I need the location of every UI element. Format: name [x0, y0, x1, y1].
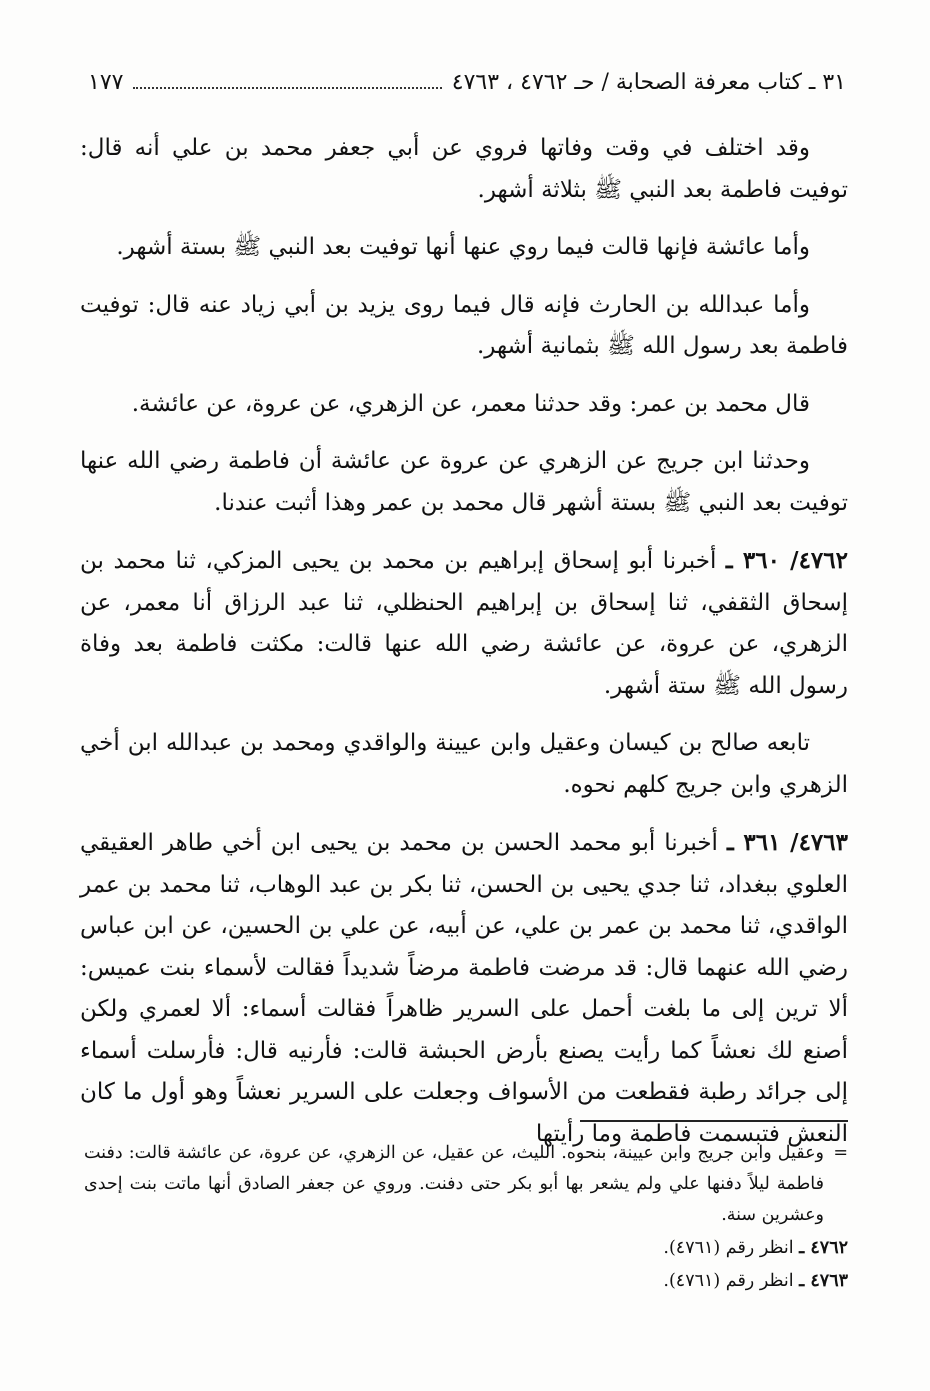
footnote-4762: [84, 1233, 848, 1264]
paragraph-5: وحدثنا ابن جريج عن الزهري عن عروة عن عائشة أن فاطمة رضي الله عنها توفيت بعد النبي ﷺ بستة أشهر قال محمد بن عمر وهذا أثبت عندنا.: [80, 448, 848, 516]
hadith-4762: [80, 540, 848, 707]
footnote-4763-number: ٤٧٦٣ ـ: [799, 1271, 848, 1291]
footnotes: [84, 1138, 848, 1299]
paragraph-1: وقد اختلف في وقت وفاتها فروي عن أبي جعفر محمد بن علي أنه قال: توفيت فاطمة بعد النبي ﷺ بثلاثة أشهر.: [80, 135, 848, 203]
follow-paragraph: تابعه صالح بن كيسان وعقيل وابن عيينة والواقدي ومحمد بن عبدالله ابن أخي الزهري وابن جريج كلهم نحوه.: [80, 730, 848, 798]
header-leader-dots: [133, 87, 441, 89]
continuation-mark: =: [833, 1143, 848, 1163]
footnote-4763: [84, 1266, 848, 1297]
header-title: ٣١ ـ كتاب معرفة الصحابة / حـ ٤٧٦٢ ، ٤٧٦٣: [451, 69, 846, 95]
hadith-4763-number: ٤٧٦٣/ ٣٦١ ـ: [726, 829, 848, 856]
footnote-divider: [580, 1120, 848, 1122]
hadith-4762-number: ٤٧٦٢/ ٣٦٠ ـ: [725, 547, 848, 574]
footnote-4762-text: انظر رقم (٤٧٦١).: [663, 1238, 794, 1258]
footnote-4762-number: ٤٧٦٢ ـ: [799, 1238, 848, 1258]
page-number: ١٧٧: [88, 69, 124, 95]
hadith-4763-text: أخبرنا أبو محمد الحسن بن محمد بن يحيى ابن أخي طاهر العقيقي العلوي ببغداد، ثنا جدي يحيى بن الحسن، ثنا بكر بن عبد الوهاب، ثنا محمد بن عمر الواقدي، ثنا محمد بن عمر بن علي، عن أبيه، عن علي بن الحسين، عن ابن عباس رضي الله عنهما قال: قد مرضت فاطمة مرضاً شديداً فقالت لأسماء بنت عميس: ألا ترين إلى ما بلغت أحمل على السرير ظاهراً فقالت أسماء: ألا لعمري ولكن أصنع لك نعشاً كما رأيت يصنع بأرض الحبشة قالت: فأرنيه قال: فأرسلت أسماء إلى جرائد رطبة فقطعت من الأسواف وجعلت على السرير نعشاً وهو أول ما كان النعش فتبسمت فاطمة وما رأيتها: [80, 830, 848, 1147]
paragraph-3: وأما عبدالله بن الحارث فإنه قال فيما روى يزيد بن أبي زياد عنه قال: توفيت فاطمة بعد رسول الله ﷺ بثمانية أشهر.: [80, 291, 848, 359]
main-text: [80, 128, 848, 1171]
hadith-4762-text: أخبرنا أبو إسحاق إبراهيم بن محمد بن يحيى المزكي، ثنا محمد بن إسحاق الثقفي، ثنا إسحاق بن إبراهيم الحنظلي، ثنا عبد الرزاق أنا معمر، عن الزهري، عن عروة، عن عائشة رضي الله عنها قالت: مكثت فاطمة بعد وفاة رسول الله ﷺ ستة أشهر.: [80, 548, 848, 699]
paragraph-4: قال محمد بن عمر: وقد حدثنا معمر، عن الزهري، عن عروة، عن عائشة.: [131, 390, 810, 417]
continuation-text: وعقيل وابن جريج وابن عيينة، بنحوه. الليث، عن عقيل، عن الزهري، عن عروة، عن عائشة قالت: دفنت فاطمة ليلاً دفنها علي ولم يشعر بها أبو بكر حتى دفنت. وروي عن جعفر الصادق أنها ماتت بنت إحدى وعشرين سنة.: [84, 1143, 824, 1225]
running-header: [88, 62, 846, 102]
footnote-4763-text: انظر رقم (٤٧٦١).: [663, 1271, 794, 1291]
paragraph-2: وأما عائشة فإنها قالت فيما روي عنها أنها توفيت بعد النبي ﷺ بستة أشهر.: [116, 234, 810, 260]
footnote-continuation: [84, 1138, 848, 1231]
hadith-4763: [80, 822, 848, 1155]
